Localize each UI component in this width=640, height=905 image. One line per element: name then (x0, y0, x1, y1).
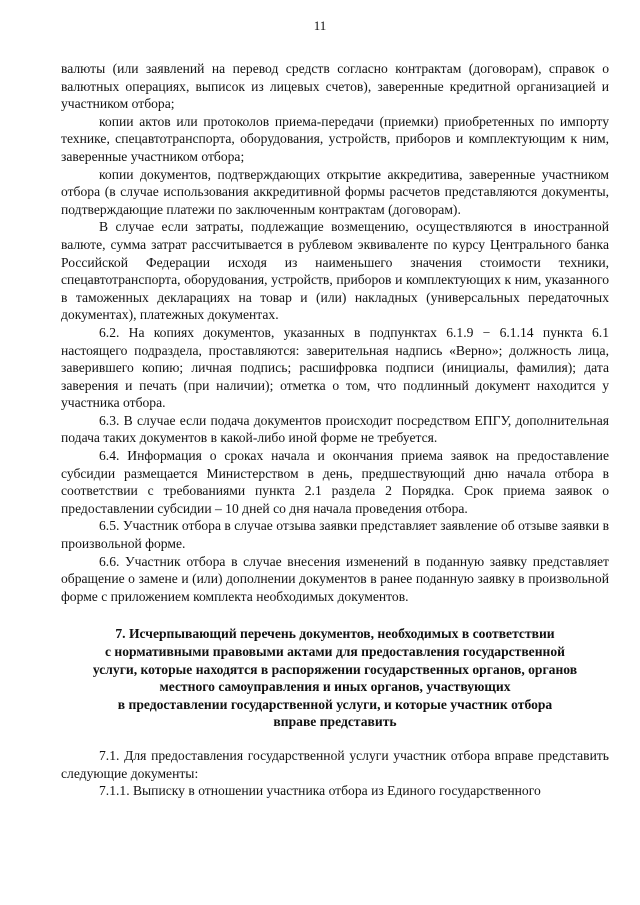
paragraph: В случае если затраты, подлежащие возмещению, осуществляются в иностранной валюте, сумма затрат рассчитывается в рублевом эквиваленте по курсу Центрального банка Российской Федерации исходя из наименьшего значения стоимости техники, спецавтотранспорта, оборудования, устройств, приборов и комплектующих к ним, указанного в таможенных декларациях на товар и (или) накладных (универсальных передаточных документах), платежных документах. (61, 219, 609, 323)
paragraph: копии актов или протоколов приема-передачи (приемки) приобретенных по импорту технике, спецавтотранспорта, оборудования, устройств, приборов и комплектующим к ним, заверенные участником отбора; (61, 113, 609, 164)
section-heading-line: с нормативными правовыми актами для предоставления государственной (104, 644, 566, 659)
paragraph-7-1-1: 7.1.1. Выписку в отношении участника отбора из Единого государственного (99, 783, 541, 799)
paragraph: валюты (или заявлений на перевод средств согласно контрактам (договорам), справок о валютных операциях, выписок из лицевых счетов), заверенные кредитной организацией и участником отбора; (61, 61, 609, 112)
paragraph-6-6: 6.6. Участник отбора в случае внесения изменений в поданную заявку представляет обращение о замене и (или) дополнении документов в ранее поданную заявку в произвольной форме с приложением комплекта необходимых документов. (61, 553, 609, 604)
page-number: 11 (313, 18, 327, 33)
paragraph-7-1: 7.1. Для предоставления государственной услуги участник отбора вправе представить следующие документы: (61, 747, 609, 781)
paragraph-6-3: 6.3. В случае если подача документов происходит посредством ЕПГУ, дополнительная подача таких документов в какой-либо иной форме не требуется. (61, 412, 609, 446)
section-heading-line: услуги, которые находятся в распоряжении государственных органов, органов (92, 661, 578, 677)
section-heading-line: местного самоуправления и иных органов, участвующих (159, 679, 511, 695)
section-heading-line: вправе представить (273, 714, 397, 730)
paragraph-6-5: 6.5. Участник отбора в случае отзыва заявки представляет заявление об отзыве заявки в произвольной форме. (61, 518, 609, 552)
paragraph: копии документов, подтверждающих открытие аккредитива, заверенные участником отбора (в случае использования аккредитивной формы расчетов представляются документы, подтверждающие платежи по заключенным контрактам (договорам). (61, 166, 609, 217)
section-heading (61, 625, 609, 731)
section-heading-line: в предоставлении государственной услуги, и которые участник отбора (117, 696, 553, 712)
section-heading-line: 7. Исчерпывающий перечень документов, необходимых в соответствии (115, 626, 555, 642)
paragraph-6-2: 6.2. На копиях документов, указанных в подпунктах 6.1.9 − 6.1.14 пункта 6.1 настоящего подраздела, проставляются: заверительная надпись «Верно»; должность лица, заверившего копию; личная подпись; расшифровка подписи (инициалы, фамилия); дата заверения и печать (при наличии); отметка о том, что подлинный документ находится у участника отбора. (61, 324, 609, 411)
paragraph-6-4: 6.4. Информация о сроках начала и окончания приема заявок на предоставление субсидии размещается Министерством в день, предшествующий дню начала отбора в соответствии с требованиями пункта 2.1 раздела 2 Порядка. Срок приема заявок о предоставлении субсидии – 10 дней со дня начала проведения отбора. (61, 448, 609, 516)
document-body (61, 60, 609, 800)
